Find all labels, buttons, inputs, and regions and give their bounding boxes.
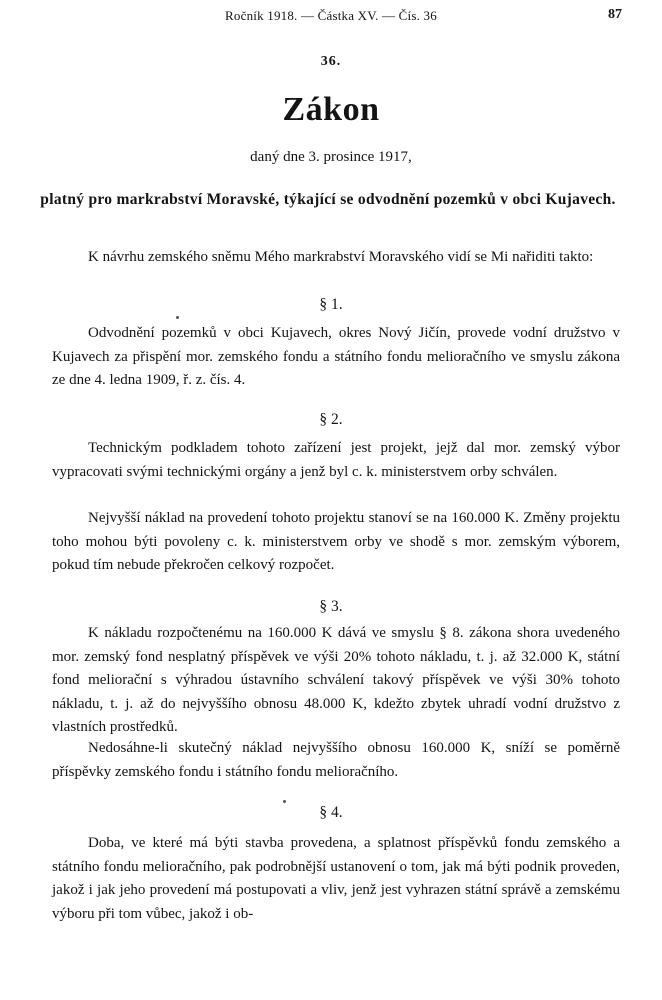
section-3-paragraph-1: K nákladu rozpočtenému na 160.000 K dává ve smyslu § 8. zákona shora uvedeného mor. zemský fond nesplatný příspěvek ve výši 20% tohoto nákladu, t. j. až 32.000 K, státní fond meliorační s výhradou ústavního schválení takový příspěvek ve výši 30% tohoto nákladu, t. j. až do nejvyššího obnosu 48.000 K, kdežto zbytek uhradí vodní družstvo z vlastních prostředků.: [52, 625, 620, 735]
preamble: K návrhu zemského sněmu Mého markrabství Moravského vidí se Mi nařiditi takto:: [88, 249, 594, 265]
law-number: 36.: [320, 54, 342, 69]
section-2-paragraph-1: Technickým podkladem tohoto zařízení jest projekt, jejž dal mor. zemský výbor vypracovati svými technickými orgány a jenž byl c. k. ministerstvem orby schválen.: [52, 440, 620, 480]
law-date: daný dne 3. prosince 1917,: [250, 149, 412, 165]
law-title: Zákon: [282, 91, 380, 128]
running-title: Ročník 1918. — Částka XV. — Čís. 36: [225, 8, 437, 23]
section-3-paragraph-2: Nedosáhne-li skutečný náklad nejvyššího obnosu 160.000 K, sníží se poměrně příspěvky zemského fondu i státního fondu melioračního.: [52, 740, 620, 780]
section-4-label: § 4.: [319, 804, 343, 821]
section-2-label: § 2.: [319, 411, 343, 428]
section-1-paragraph: Odvodnění pozemků v obci Kujavech, okres Nový Jičín, provede vodní družstvo v Kujavech za přispění mor. zemského fondu a státního fondu melioračního ve smyslu zákona ze dne 4. ledna 1909, ř. z. čís. 4.: [52, 325, 620, 388]
page-header: [0, 8, 662, 28]
print-speck: [176, 316, 179, 319]
section-1-label: § 1.: [319, 296, 343, 313]
section-4-paragraph: Doba, ve které má býti stavba provedena, a splatnost příspěvků fondu zemského a státního fondu melioračního, pak podrobnější ustanovení o tom, jak má býti podnik proveden, jakož i jak jeho provedení má postupovati a vliv, jenž jest vyhrazen státní správě a zemskému výboru při tom vůbec, jakož i ob-: [52, 835, 620, 922]
print-speck: [283, 800, 286, 803]
law-subject: platný pro markrabství Moravské, týkající se odvodnění pozemků v obci Kujavech.: [40, 191, 616, 208]
page-number: 87: [608, 7, 622, 22]
section-3-label: § 3.: [319, 598, 343, 615]
section-2-paragraph-2: Nejvyšší náklad na provedení tohoto projektu stanoví se na 160.000 K. Změny projektu toho mohou býti povoleny c. k. ministerstvem orby ve shodě s mor. zemským výborem, pokud tím nebude překročen celkový rozpočet.: [52, 510, 620, 573]
